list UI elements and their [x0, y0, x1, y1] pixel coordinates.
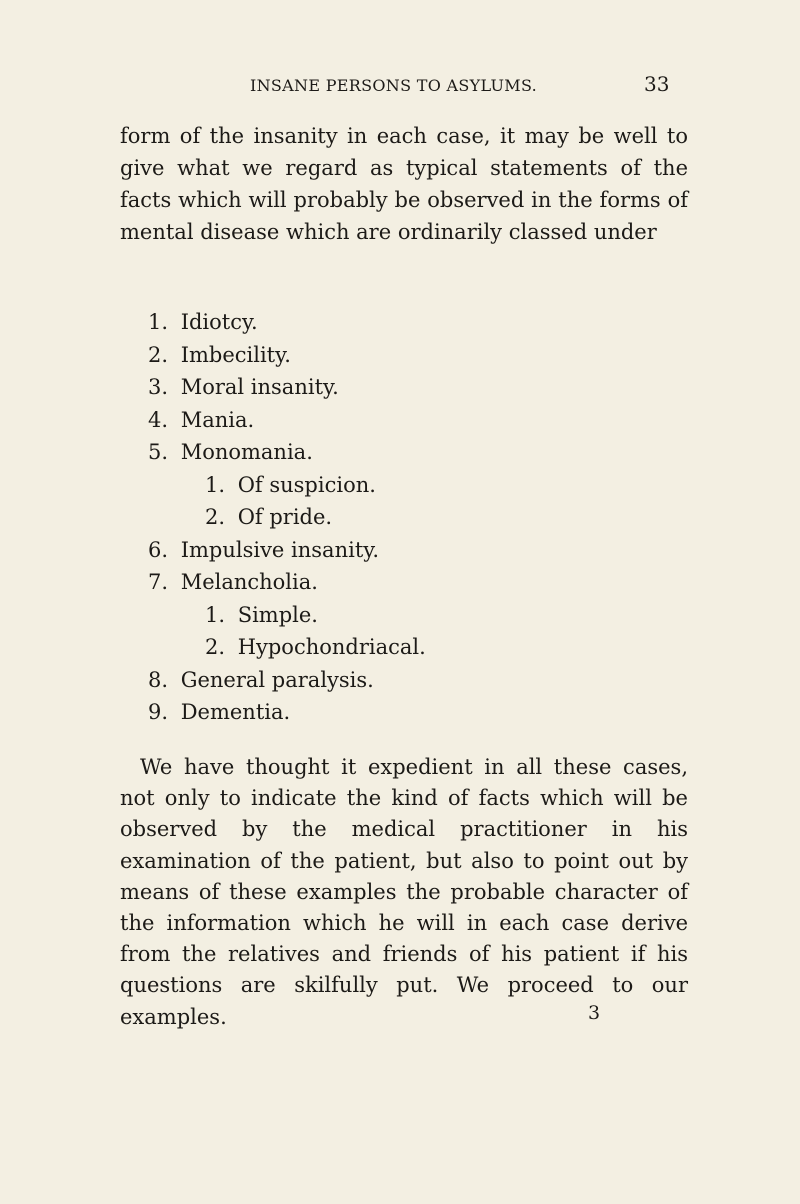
- sublist-item-of-pride: [0, 501, 426, 534]
- closing-paragraph: We have thought it expedient in all these cases, not only to indicate the kind of facts which will be observed by the medical practitioner in his examination of the patient, but also to point out by means of these examples the probable character of the information which he will in each case derive from the relatives and friends of his patient if his questions are skilfully put. We proceed to our examples.: [120, 755, 688, 1029]
- list-item-text: General paralysis.: [180, 667, 374, 692]
- list-item-number: 1.: [205, 602, 226, 627]
- page-number: 33: [644, 72, 670, 96]
- list-item-text: Of suspicion.: [237, 472, 376, 497]
- sublist-item-simple: [0, 599, 426, 632]
- list-item-general-paralysis: [0, 664, 426, 697]
- list-item-number: 9.: [148, 700, 169, 724]
- running-title: INSANE PERSONS TO ASYLUMS.: [250, 76, 538, 95]
- sublist-item-hypochondriacal: [0, 631, 426, 664]
- list-item-text: Monomania.: [180, 440, 313, 464]
- list-item-melancholia: [0, 566, 426, 599]
- intro-paragraph: form of the insanity in each case, it may be well to give what we regard as typical statements of the facts which will probably be observed in the forms of mental disease which are ordinarily classed under: [120, 124, 688, 244]
- list-item-text: Idiotcy.: [180, 310, 258, 334]
- list-item-text: Imbecility.: [180, 342, 291, 367]
- list-item-text: Hypochondriacal.: [237, 635, 426, 659]
- list-item-text: Simple.: [237, 602, 318, 627]
- list-item-text: Impulsive insanity.: [180, 537, 380, 562]
- list-item-number: 7.: [148, 570, 169, 594]
- list-item-mania: [0, 404, 426, 437]
- list-item-text: Of pride.: [237, 505, 333, 529]
- list-item-text: Melancholia.: [180, 570, 318, 594]
- list-item-dementia: [0, 696, 426, 729]
- list-item-imbecility: [0, 339, 426, 372]
- disease-classification-list: [0, 306, 426, 729]
- list-item-idiotcy: [0, 306, 426, 339]
- list-item-number: 2.: [148, 342, 169, 367]
- list-item-number: 1.: [148, 310, 169, 334]
- list-item-number: 2.: [205, 505, 226, 529]
- sublist-item-of-suspicion: [0, 469, 426, 502]
- list-item-number: 3.: [148, 375, 169, 399]
- list-item-number: 2.: [205, 635, 226, 659]
- list-item-number: 4.: [148, 407, 169, 432]
- list-item-text: Moral insanity.: [180, 375, 339, 399]
- list-item-number: 1.: [205, 472, 226, 497]
- signature-mark: 3: [588, 1002, 601, 1024]
- list-item-impulsive-insanity: [0, 534, 426, 567]
- list-item-text: Dementia.: [180, 700, 291, 724]
- list-item-number: 5.: [148, 440, 169, 464]
- list-item-number: 8.: [148, 667, 169, 692]
- list-item-moral-insanity: [0, 371, 426, 404]
- list-item-monomania: [0, 436, 426, 469]
- list-item-number: 6.: [148, 537, 169, 562]
- list-item-text: Mania.: [180, 407, 255, 432]
